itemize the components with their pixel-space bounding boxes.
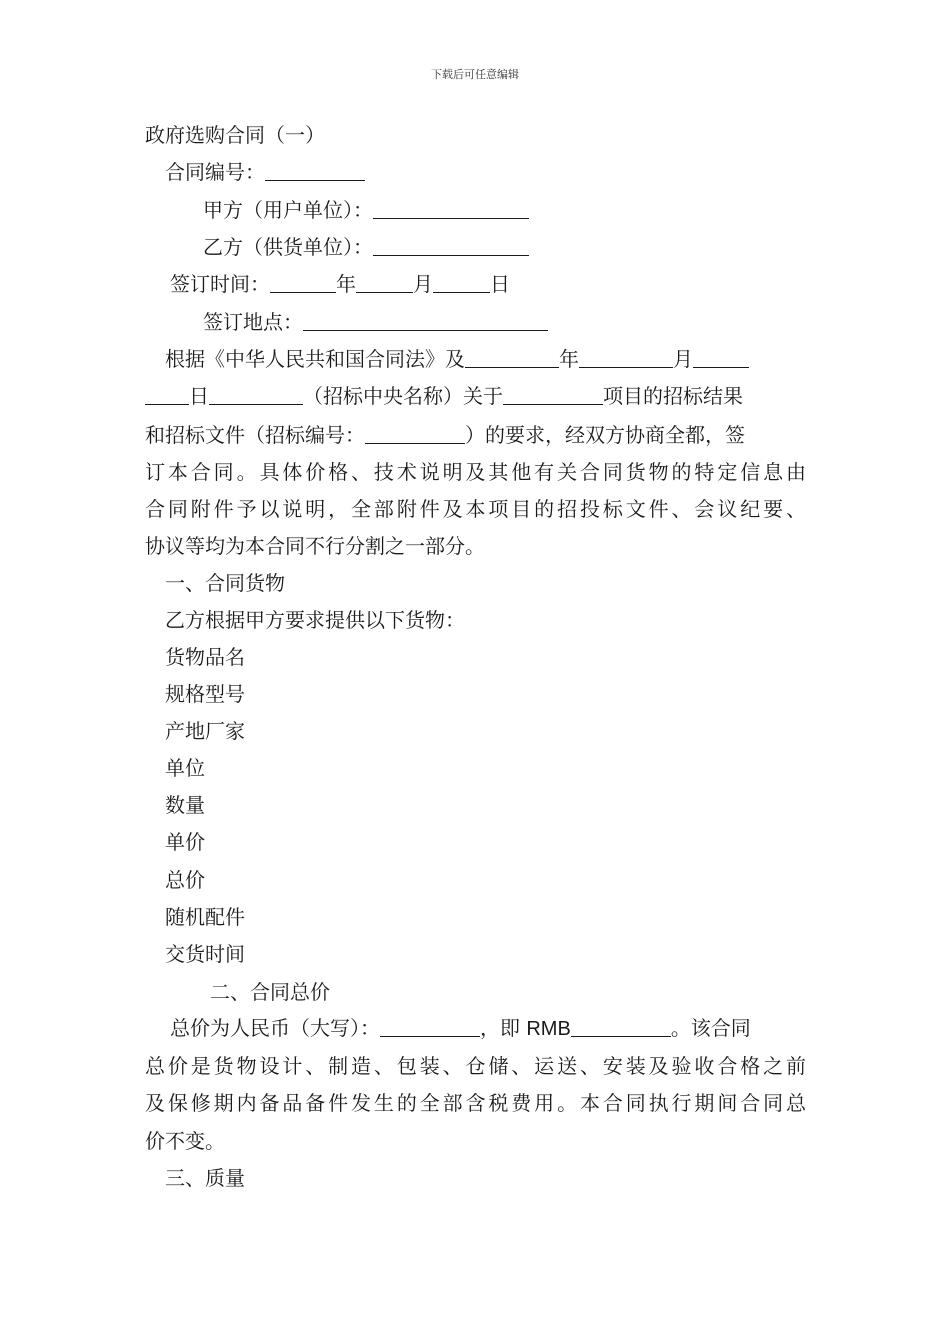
goods-item: 单位 xyxy=(165,756,205,780)
paragraph-1-line-4: 订本合同。具体价格、技术说明及其他有关合同货物的特定信息由 xyxy=(145,460,806,484)
section-3-heading: 三、质量 xyxy=(165,1166,245,1190)
section-1-heading: 一、合同货物 xyxy=(165,571,285,595)
goods-item: 规格型号 xyxy=(165,682,245,706)
goods-item: 产地厂家 xyxy=(165,719,245,743)
sign-month-blank xyxy=(356,272,413,293)
sign-year-blank xyxy=(270,272,336,293)
goods-item: 数量 xyxy=(165,793,205,817)
day-label: 日 xyxy=(490,272,510,296)
paragraph-1-line-3 xyxy=(145,422,745,448)
p1-text-d: 和招标文件（招标编号： xyxy=(145,423,365,447)
goods-item: 交货时间 xyxy=(165,942,245,966)
p1-month-label: 月 xyxy=(673,347,693,371)
page-header-note: 下载后可任意编辑 xyxy=(431,68,519,81)
contract-number-line xyxy=(165,159,365,185)
sign-time-line xyxy=(170,271,510,297)
party-b-blank xyxy=(373,235,529,256)
total-price-words-blank xyxy=(380,1016,480,1037)
party-b-line xyxy=(203,234,529,260)
p2-text-c: 。该合同 xyxy=(670,1016,751,1040)
paragraph-2-line-3: 及保修期内备品备件发生的全部含税费用。本合同执行期间合同总 xyxy=(145,1091,806,1115)
section-2-heading: 二、合同总价 xyxy=(210,980,330,1004)
rmb-label: RMB xyxy=(526,1018,571,1040)
goods-item: 单价 xyxy=(165,830,205,854)
sign-place-line xyxy=(203,309,548,335)
basis-year-blank xyxy=(465,347,559,368)
basis-day-blank-start xyxy=(693,347,749,368)
goods-item: 总价 xyxy=(165,868,205,892)
party-a-label: 甲方（用户单位）： xyxy=(203,198,373,222)
paragraph-1-line-2 xyxy=(145,383,743,409)
contract-title: 政府选购合同（一） xyxy=(145,123,325,147)
paragraph-2-line-2: 总价是货物设计、制造、包装、仓储、运送、安装及验收合格之前 xyxy=(145,1054,806,1078)
paragraph-2-line-4: 价不变。 xyxy=(145,1129,225,1153)
party-a-line xyxy=(203,197,529,223)
p2-text-a: 总价为人民币（大写）： xyxy=(170,1016,380,1040)
paragraph-1-line-6: 协议等均为本合同不行分割之一部分。 xyxy=(145,534,485,558)
p1-text-a: 根据《中华人民共和国合同法》及 xyxy=(165,347,465,371)
basis-month-blank xyxy=(579,347,673,368)
paragraph-1-line-1 xyxy=(165,346,749,372)
p1-text-c: 项目的招标结果 xyxy=(603,384,743,408)
p1-day-label: 日 xyxy=(189,384,209,408)
sign-time-label: 签订时间： xyxy=(170,272,270,296)
tender-number-blank xyxy=(365,423,465,444)
project-name-blank xyxy=(503,384,603,405)
goods-item: 随机配件 xyxy=(165,905,245,929)
year-label: 年 xyxy=(336,272,356,296)
contract-number-blank xyxy=(265,160,365,181)
p2-text-b: ，即 xyxy=(480,1016,527,1040)
sign-day-blank xyxy=(433,272,490,293)
tender-center-blank xyxy=(209,384,303,405)
sign-place-blank xyxy=(303,310,548,331)
section-1-intro: 乙方根据甲方要求提供以下货物： xyxy=(165,608,465,632)
p1-text-e: ）的要求，经双方协商全都，签 xyxy=(465,423,745,447)
month-label: 月 xyxy=(413,272,433,296)
goods-item: 货物品名 xyxy=(165,645,245,669)
party-a-blank xyxy=(373,198,529,219)
p1-text-b: （招标中央名称）关于 xyxy=(303,384,503,408)
p1-year-label: 年 xyxy=(559,347,579,371)
sign-place-label: 签订地点： xyxy=(203,310,303,334)
total-price-rmb-blank xyxy=(571,1016,671,1037)
contract-number-label: 合同编号： xyxy=(165,160,265,184)
basis-day-blank-end xyxy=(145,384,189,405)
party-b-label: 乙方（供货单位）： xyxy=(203,235,373,259)
paragraph-2-line-1 xyxy=(170,1015,751,1042)
paragraph-1-line-5: 合同附件予以说明，全部附件及本项目的招投标文件、会议纪要、 xyxy=(145,497,806,521)
